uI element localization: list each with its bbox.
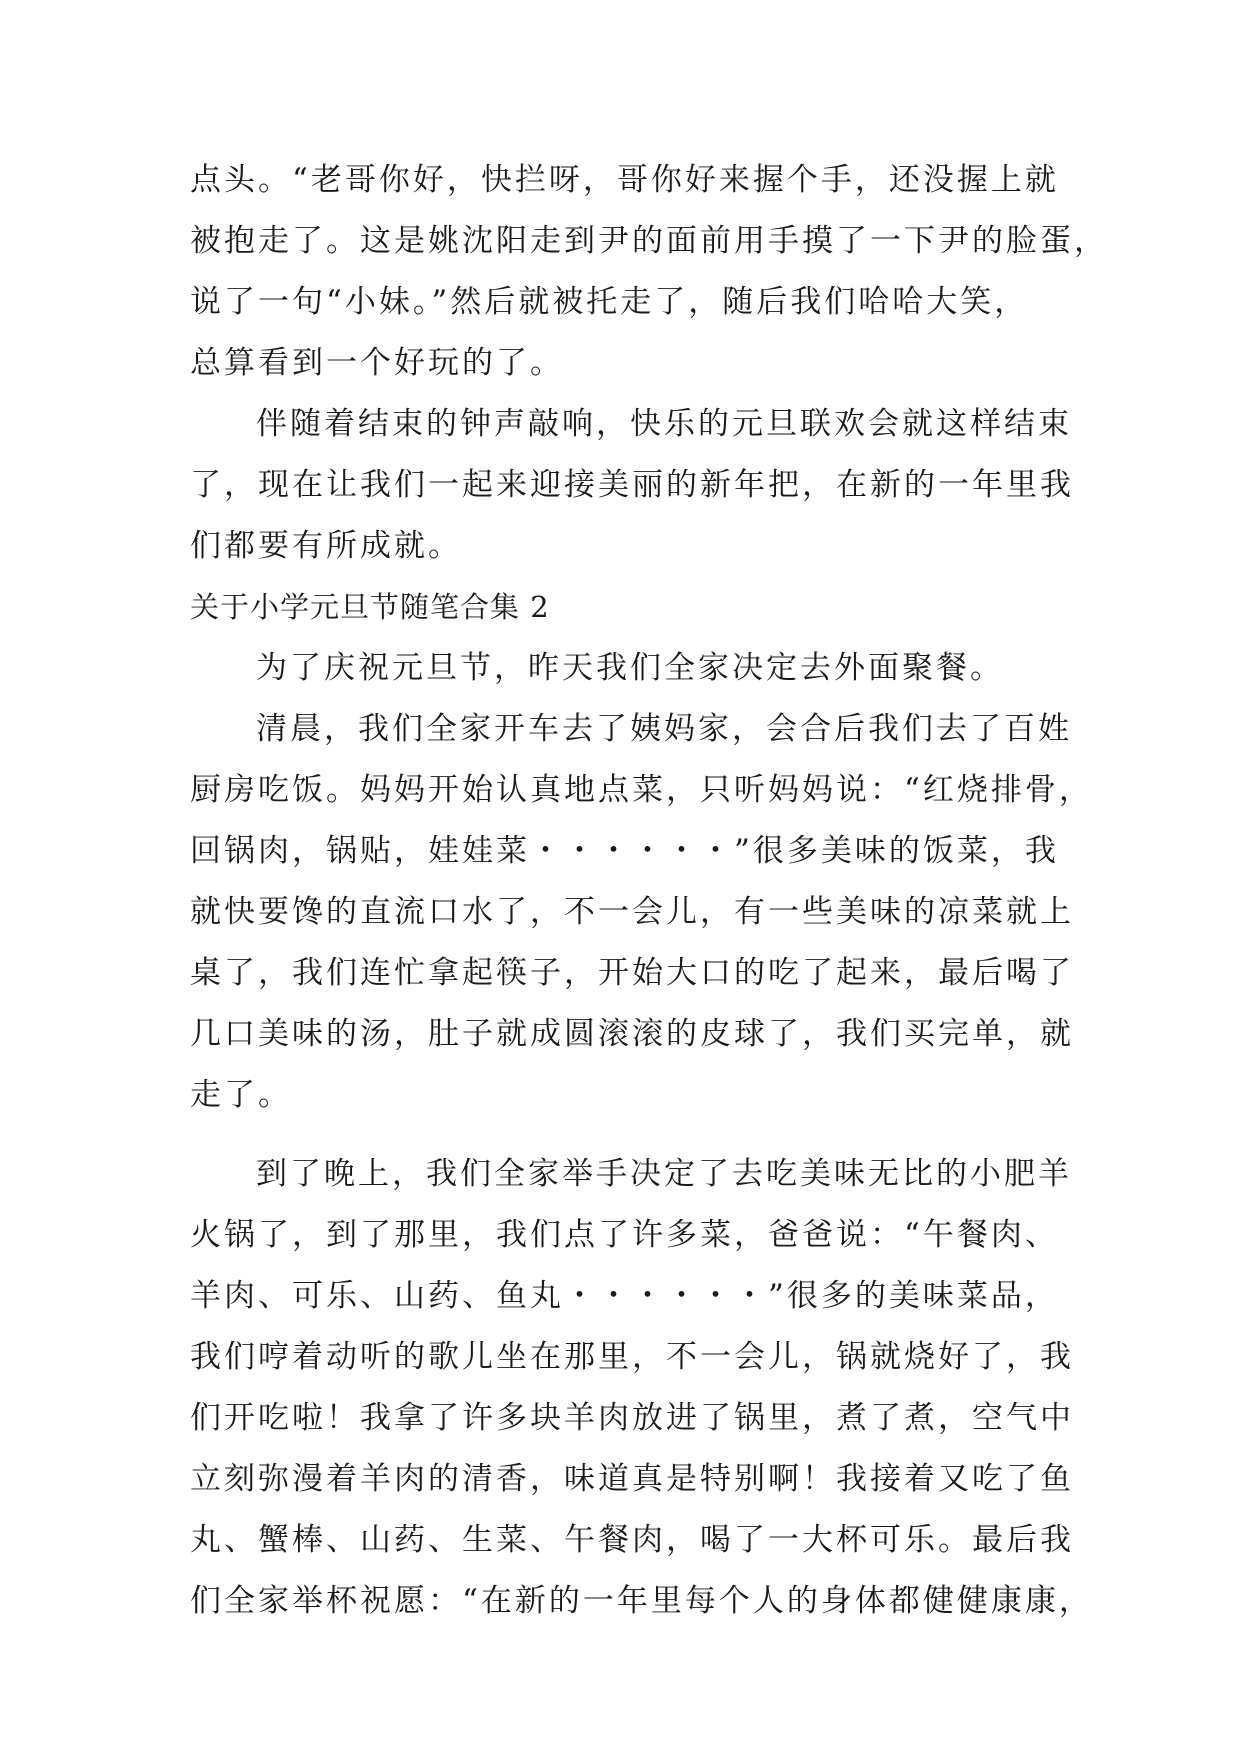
text-line: 们开吃啦！我拿了许多块羊肉放进了锅里，煮了煮，空气中: [190, 1400, 1074, 1436]
text-line: 说了一句“小妹。”然后就被托走了，随后我们哈哈大笑，: [190, 284, 1029, 320]
text-line: 就快要馋的直流口水了，不一会儿，有一些美味的凉菜就上: [190, 894, 1074, 930]
text-line: 桌了，我们连忙拿起筷子，开始大口的吃了起来，最后喝了: [190, 955, 1074, 991]
paragraph: [190, 150, 1108, 394]
text-line: 们全家举杯祝愿：“在新的一年里每个人的身体都健健康康，: [190, 1583, 1093, 1619]
text-line: 了，现在让我们一起来迎接美丽的新年把，在新的一年里我: [190, 467, 1074, 503]
document-page: [190, 150, 1108, 1632]
section-heading: [190, 577, 1070, 638]
paragraph: [190, 1144, 1093, 1632]
paragraph: [190, 699, 1093, 1126]
paragraph-spacer: [190, 1126, 1070, 1144]
text-line: 为了庆祝元旦节，昨天我们全家决定去外面聚餐。: [256, 650, 1004, 686]
text-line: 几口美味的汤，肚子就成圆滚滚的皮球了，我们买完单，就: [190, 1016, 1074, 1052]
text-line: 清晨，我们全家开车去了姨妈家，会合后我们去了百姓: [256, 711, 1072, 747]
text-line: 点头。“老哥你好，快拦呀，哥你好来握个手，还没握上就: [190, 162, 1059, 198]
paragraph: [190, 394, 1074, 577]
text-line: 回锅肉，锅贴，娃娃菜・・・・・・”很多美味的饭菜，我: [190, 833, 1059, 869]
text-line: 立刻弥漫着羊肉的清香，味道真是特别啊！我接着又吃了鱼: [190, 1461, 1074, 1497]
text-line: 羊肉、可乐、山药、鱼丸・・・・・・”很多的美味菜品，: [190, 1278, 1059, 1314]
paragraph: [190, 638, 1070, 699]
text-line: 我们哼着动听的歌儿坐在那里，不一会儿，锅就烧好了，我: [190, 1339, 1074, 1375]
text-line: 总算看到一个好玩的了。: [190, 345, 564, 381]
text-line: 到了晚上，我们全家举手决定了去吃美味无比的小肥羊: [256, 1156, 1072, 1192]
text-line: 走了。: [190, 1077, 292, 1113]
text-line: 厨房吃饭。妈妈开始认真地点菜，只听妈妈说：“红烧排骨，: [190, 772, 1093, 808]
text-line: 被抱走了。这是姚沈阳走到尹的面前用手摸了一下尹的脸蛋，: [190, 223, 1108, 259]
text-line: 伴随着结束的钟声敲响，快乐的元旦联欢会就这样结束: [256, 406, 1072, 442]
text-line: 火锅了，到了那里，我们点了许多菜，爸爸说：“午餐肉、: [190, 1217, 1059, 1253]
text-line: 丸、蟹棒、山药、生菜、午餐肉，喝了一大杯可乐。最后我: [190, 1522, 1074, 1558]
text-line: 们都要有所成就。: [190, 528, 462, 564]
heading-text: 关于小学元旦节随笔合集 2: [190, 590, 550, 624]
